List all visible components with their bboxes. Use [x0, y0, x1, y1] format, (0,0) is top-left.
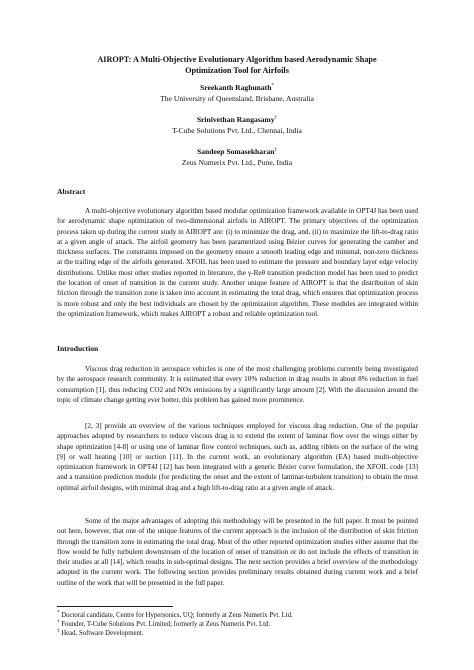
abstract-text [57, 206, 418, 319]
author-name: Srinivethan Rangasamy [196, 115, 275, 124]
footnote-text: Founder, T-Cube Solutions Pvt. Limited; formerly at Zeus Numerix Pvt. Ltd. [61, 621, 271, 628]
intro-paragraph-2 [57, 421, 418, 493]
author-block-3 [0, 147, 474, 168]
footnote-text: Head, Software Development. [61, 630, 144, 637]
intro-paragraph-text: Some of the major advantages of adopting this methodology will be presented in the full paper. It must be pointed out here, however, that one of the unique features of the current approach is the inclusion of the distribution of skin friction through the transition zone in estimating the total drag. Most of the other reported optimization studies either assume that the flow would be fully turbulent downstream of the location of onset of transition or do not include the effects of transition in their studies at all [14], which results in sub-optimal designs. The next section provides a brief overview of the methodology adopted in the current work. The following section provides preliminary results obtained during current work and a brief outline of the work that will be presented in the full paper. [57, 517, 418, 587]
footnote-1 [57, 611, 418, 620]
author-affiliation: Zeus Numerix Pvt. Ltd., Pune, India [181, 157, 293, 167]
footnote-mark: † [274, 115, 278, 121]
footnote-mark: * [271, 83, 274, 89]
footnote-mark: ‡ [274, 147, 277, 153]
footnote-mark: * [57, 610, 60, 616]
intro-paragraph-text: Viscous drag reduction in aerospace vehicles is one of the most challenging problems currently being investigated by the aerospace research community. It is estimated that every 10% reduction in drag results in about 8% reduction in fuel consumption [1], thus reducing CO2 and NOx emissions by a significantly large amount [2]. With the discussion around the topic of climate change getting ever hotter, this problem has gained more prominence. [57, 365, 418, 404]
footnote-text: Doctoral candidate, Centre for Hypersonics, UQ; formerly at Zeus Numerix Pvt. Ltd. [61, 612, 293, 619]
introduction-heading: Introduction [57, 344, 99, 353]
abstract-body: A multi-objective evolutionary algorithm based modular optimization framework available in OPT4J has been used for aerodynamic shape optimization of two-dimensional airfoils in AIROPT. The primary objectives of the optimization process taken up during the current study in AIROPT are: (i) to minimize the drag, and, (ii) to maximize the lift-to-drag ratio at a given angle of attack. The airfoil geometry has been parametrized using Bézier curves for generating the camber and thickness surfaces. The constraints imposed on the geometry ensure a smooth leading edge and minimal, non-zero thickness at the trailing edge of the airfoils generated. XFOIL has been used to estimate the pressure and boundary layer edge velocity distributions. Unlike most other studies reported in literature, the γ-Reθ transition prediction model has been used to predict the location of onset of transition in the current study. Another unique feature of AIROPT is that the distribution of skin friction through the transition zone is taken into account in estimating the total drag, which ensures that optimization process is more robust and only the best individuals are chosen by the optimization algorithm. These modules are integrated within the optimization framework, which makes AIROPT a robust and reliable optimization tool. [57, 207, 418, 318]
footnote-2 [57, 620, 418, 629]
author-name: Sreekanth Raghunath [200, 83, 272, 92]
footnote-mark: † [57, 619, 60, 625]
author-block-1 [0, 83, 474, 104]
footnote-separator [57, 606, 173, 607]
author-block-2 [0, 115, 474, 136]
author-name: Sandeep Somasekharan [197, 147, 275, 156]
intro-paragraph-text: [2, 3] provide an overview of the various techniques employed for viscous drag reduction. One of the popular approaches adopted by researchers to reduce viscous drag is to extend the extent of laminar flow over the wings either by shape optimization [4-8] or using one of laminar flow control techniques, such as, adding riblets on the surface of the wing [9] or wall heating [10] or suction [11]. In the current work, an evolutionary algorithm (EA) based multi-objective optimization framework in OPT4J [12] has been integrated with a generic Bézier curve formulation, the XFOIL code [13] and a transition prediction module (for predicting the onset and the extent of laminar-turbulent transition) to obtain the most optimal airfoil designs, with minimal drag and a high lift-to-drag ratio at a given angle of attack. [57, 422, 418, 492]
author-affiliation: The University of Queensland, Brisbane, Australia [160, 93, 314, 103]
intro-paragraph-1 [57, 364, 418, 405]
abstract-heading: Abstract [57, 187, 86, 196]
footnote-mark: ‡ [57, 628, 60, 634]
footnote-3 [57, 629, 418, 638]
intro-paragraph-3 [57, 516, 418, 588]
paper-title: AIROPT: A Multi-Objective Evolutionary Algorithm based Aerodynamic Shape Optimization Tool for Airfoils [97, 55, 377, 75]
author-affiliation: T-Cube Solutions Pvt. Ltd., Chennai, India [172, 125, 302, 135]
